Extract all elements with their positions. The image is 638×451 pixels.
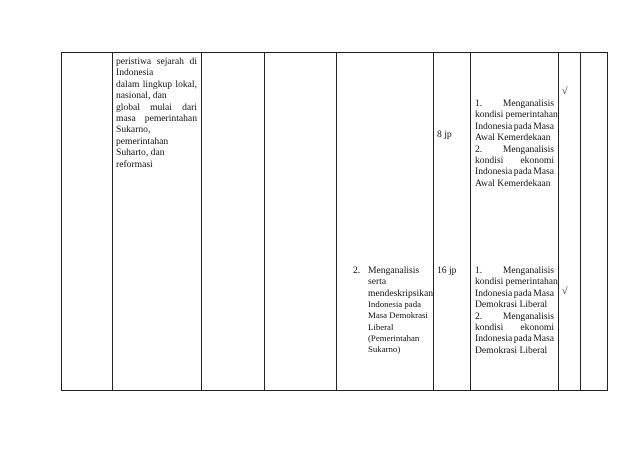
col-border: [201, 52, 202, 391]
text-line: dalam lingkup lokal,: [116, 78, 197, 90]
text-line: Indonesia pada: [368, 299, 422, 310]
text-line: serta: [368, 276, 387, 288]
text-line: Sukarno): [368, 344, 401, 355]
row-border-bottom: [61, 390, 607, 391]
text-line: (Pemerintahan: [368, 332, 420, 343]
text-line: kondisi ekonomi: [475, 155, 554, 167]
text-line: Menganalisis: [368, 265, 420, 276]
item-number: 2.: [353, 265, 361, 276]
col-border: [470, 52, 471, 391]
col-border: [61, 52, 62, 391]
col-border: [433, 52, 434, 391]
text-line: Indonesia pada Masa: [475, 120, 554, 132]
text-line: Awal Kemerdekaan: [475, 132, 551, 144]
check-mark: √: [562, 286, 568, 297]
material-cell: [368, 265, 432, 355]
indicator-list: [475, 265, 558, 356]
hours-cell: 8 jp: [437, 129, 452, 140]
text-line: nasional, dan: [116, 90, 167, 102]
text-line: Suharto, dan: [116, 147, 165, 159]
text-line: 2. Menganalisis: [475, 310, 554, 322]
text-line: 2. Menganalisis: [475, 143, 554, 155]
hours-cell: 16 jp: [437, 265, 457, 276]
text-line: global mulai dari: [116, 101, 197, 113]
col-border: [264, 52, 265, 391]
indicator-list: [475, 98, 558, 189]
text-line: reformasi: [116, 158, 153, 170]
col-border: [336, 52, 337, 391]
col-border: [580, 52, 581, 391]
text-line: masa pemerintahan: [116, 113, 197, 125]
competency-text: [116, 56, 197, 170]
text-line: Indonesia pada Masa: [475, 287, 554, 299]
col-border: [607, 52, 608, 391]
text-line: Liberal: [368, 321, 394, 332]
text-line: Sukarno,: [116, 124, 151, 136]
text-line: 1. Menganalisis: [475, 265, 554, 276]
check-mark: √: [562, 86, 568, 97]
text-line: Demokrasi Liberal: [475, 344, 548, 356]
text-line: pemerintahan: [116, 135, 169, 147]
text-line: Masa Demokrasi: [368, 310, 428, 321]
text-line: Awal Kemerdekaan: [475, 177, 551, 189]
col-border: [558, 52, 559, 391]
text-line: Indonesia pada Masa: [475, 333, 554, 345]
text-line: Demokrasi Liberal: [475, 299, 548, 311]
text-line: 1. Menganalisis: [475, 98, 554, 109]
text-line: peristiwa sejarah di: [116, 56, 197, 67]
text-line: mendeskripsikan: [368, 287, 434, 299]
text-line: kondisi pemerintahan: [475, 109, 558, 121]
text-line: kondisi ekonomi: [475, 322, 554, 334]
text-line: kondisi pemerintahan: [475, 276, 558, 288]
row-border-top: [61, 52, 607, 53]
col-border: [112, 52, 113, 391]
text-line: Indonesia: [116, 67, 154, 79]
text-line: Indonesia pada Masa: [475, 166, 554, 178]
